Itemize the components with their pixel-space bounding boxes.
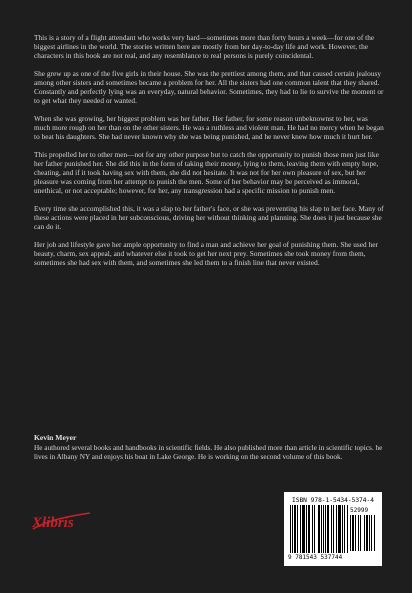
- barcode-panel: [284, 492, 382, 566]
- publisher-logo-text: Xlibris: [32, 515, 74, 531]
- blurb-paragraph: When she was growing, her biggest problem was her father. Her father, for some reason unbeknownst to her, was much more rough on her than on the other sisters. He was a ruthless and violent man. He had no mercy when he began to beat his daughters. She had never known why she was being punished, and he never knew how much it hurt her.: [34, 114, 384, 142]
- isbn-barcode: [290, 505, 348, 553]
- book-blurb: [34, 34, 384, 277]
- price-barcode: [350, 515, 378, 553]
- barcode-digits: 9 781543 537744: [288, 554, 343, 561]
- blurb-paragraph: Her job and lifestyle gave her ample opportunity to find a man and achieve her goal of punishing them. She used her beauty, charm, sex appeal, and whatever else it took to get her next prey. Sometimes she took money from them, sometimes she had sex with them, and sometimes she led them to a finish line that never existed.: [34, 240, 378, 267]
- price-code: 52999: [350, 507, 369, 514]
- blurb-paragraph: She grew up as one of the five girls in their house. She was the prettiest among them, and that caused certain jealousy among other sisters and sometimes became a problem for her. All the sisters had one common talent that they shared. Constantly and perfectly lying was an everyday, natural behavior. Sometimes, they had to lie to survive the moment or to get what they needed or wanted.: [34, 69, 384, 106]
- publisher-logo: [30, 510, 92, 532]
- blurb-paragraph: Every time she accomplished this, it was a slap to her father's face, or she was preventing his slap to her face. Many of these actions were placed in her subconscious, driving her without thinking and planning. She does it just because she can do it.: [34, 204, 384, 231]
- author-bio: He authored several books and handbooks in scientific fields. He also published more than article in scientific topics. he lives in Albany NY and enjoys his boat in Lake George. He is working on the second volume of this book.: [34, 444, 383, 462]
- author-name: Kevin Meyer: [34, 433, 77, 442]
- blurb-paragraph: This is a story of a flight attendant who works very hard—sometimes more than forty hours a week—for one of the biggest airlines in the world. The stories written here are mostly from her day-to-day life and work. However, the characters in this book are not real, and any resemblance to real persons is purely coincidental.: [34, 34, 375, 61]
- isbn-label: ISBN 978-1-5434-5374-4: [292, 497, 374, 504]
- xlibris-swoosh-logo: [30, 510, 92, 532]
- blurb-paragraph: This propelled her to other men—not for any other purpose but to catch the opportunity to punish those men just like her father punished her. She did this in the form of taking their money, lying to them, leaving them with empty hope, cheating, and if it took having sex with them, she did not hesitate. It was not for her own pleasure of sex, but her pleasure was coming from her attempt to punish the men. Some of her behavior may be perceived as immoral, unethical, or not acceptable; however, for her, any transgression had a specific mission to punish men.: [34, 150, 379, 196]
